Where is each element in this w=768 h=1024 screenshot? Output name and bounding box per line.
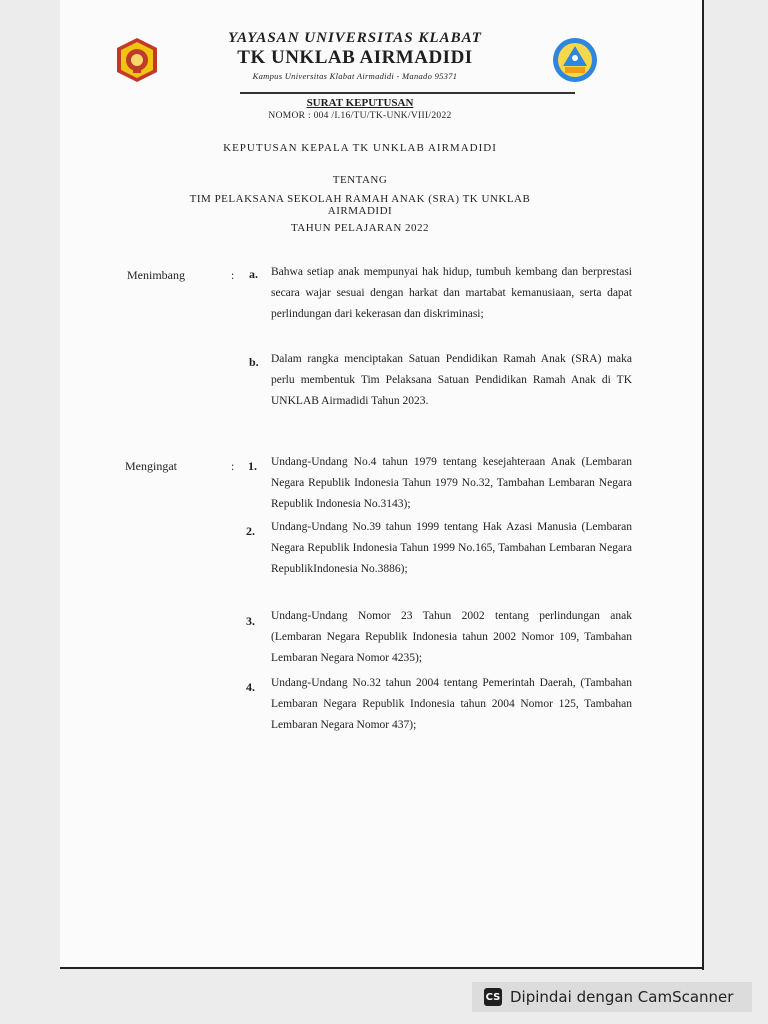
subject-line-2: AIRMADIDI [327, 205, 393, 217]
mengingat-item-4-text: Undang-Undang No.32 tahun 2004 tentang Pemerintah Daerah, (Tambahan Lembaran Negara Republik Indonesia tahun 2004 Nomor 125, Tambahan Lembaran Negara Nomor 437); [271, 677, 632, 731]
decision-title: KEPUTUSAN KEPALA TK UNKLAB AIRMADIDI [223, 142, 497, 154]
page-edge-right [702, 0, 704, 970]
school-crest-logo [113, 36, 161, 84]
foundation-name: YAYASAN UNIVERSITAS KLABAT [228, 30, 482, 46]
mengingat-item-3-marker: 3. [246, 614, 255, 628]
academic-year: TAHUN PELAJARAN 2022 [290, 222, 430, 234]
mengingat-item-4-marker: 4. [246, 680, 255, 694]
menimbang-item-b-marker: b. [249, 355, 259, 369]
mengingat-item-3-text: Undang-Undang Nomor 23 Tahun 2002 tentang perlindungan anak (Lembaran Negara Republik Indonesia tahun 2002 Nomor 109, Tambahan Lembaran Negara Nomor 4235); [271, 610, 632, 664]
about-heading: TENTANG [332, 174, 388, 186]
menimbang-item-b-text: Dalam rangka menciptakan Satuan Pendidikan Ramah Anak (SRA) maka perlu membentuk Tim Pelaksana Satuan Pendidikan Ramah Anak di TK UNKLAB Airmadidi Tahun 2023. [271, 353, 632, 407]
document-number: NOMOR : 004 /I.16/TU/TK-UNK/VIII/2022 [268, 111, 452, 121]
menimbang-label: Menimbang [127, 268, 185, 282]
mengingat-item-2-text: Undang-Undang No.39 tahun 1999 tentang Hak Azasi Manusia (Lembaran Negara Republik Indonesia Tahun 1999 No.165, Tambahan Lembaran Negara RepublikIndonesia No.3886); [271, 521, 632, 575]
school-address: Kampus Universitas Klabat Airmadidi - Manado 95371 [252, 71, 458, 81]
camscanner-icon: CS [484, 988, 502, 1006]
mengingat-colon: : [231, 459, 235, 473]
menimbang-colon: : [231, 268, 235, 282]
ministry-emblem-logo [551, 36, 599, 84]
mengingat-item-1-text: Undang-Undang No.4 tahun 1979 tentang kesejahteraan Anak (Lembaran Negara Republik Indonesia Tahun 1979 No.32, Tambahan Lembaran Negara Republik Indonesia No.3143); [271, 456, 632, 510]
mengingat-label: Mengingat [125, 459, 177, 473]
document-type: SURAT KEPUTUSAN [306, 97, 414, 109]
mengingat-item-2-marker: 2. [246, 524, 255, 538]
letterhead [170, 30, 540, 81]
camscanner-watermark [472, 982, 752, 1012]
page-edge-bottom [60, 967, 704, 969]
header-divider [240, 92, 575, 94]
mengingat-item-1-marker: 1. [248, 459, 257, 473]
school-name: TK UNKLAB AIRMADIDI [237, 47, 473, 68]
camscanner-text: Dipindai dengan CamScanner [510, 988, 734, 1006]
menimbang-item-a-text: Bahwa setiap anak mempunyai hak hidup, tumbuh kembang dan berprestasi secara wajar sesuai dengan harkat dan martabat kemanusiaan, serta dapat perlindungan dari kekerasan dan diskriminasi; [271, 266, 632, 320]
subject-line-1: TIM PELAKSANA SEKOLAH RAMAH ANAK (SRA) TK UNKLAB [189, 193, 531, 205]
menimbang-item-a-marker: a. [249, 267, 258, 281]
